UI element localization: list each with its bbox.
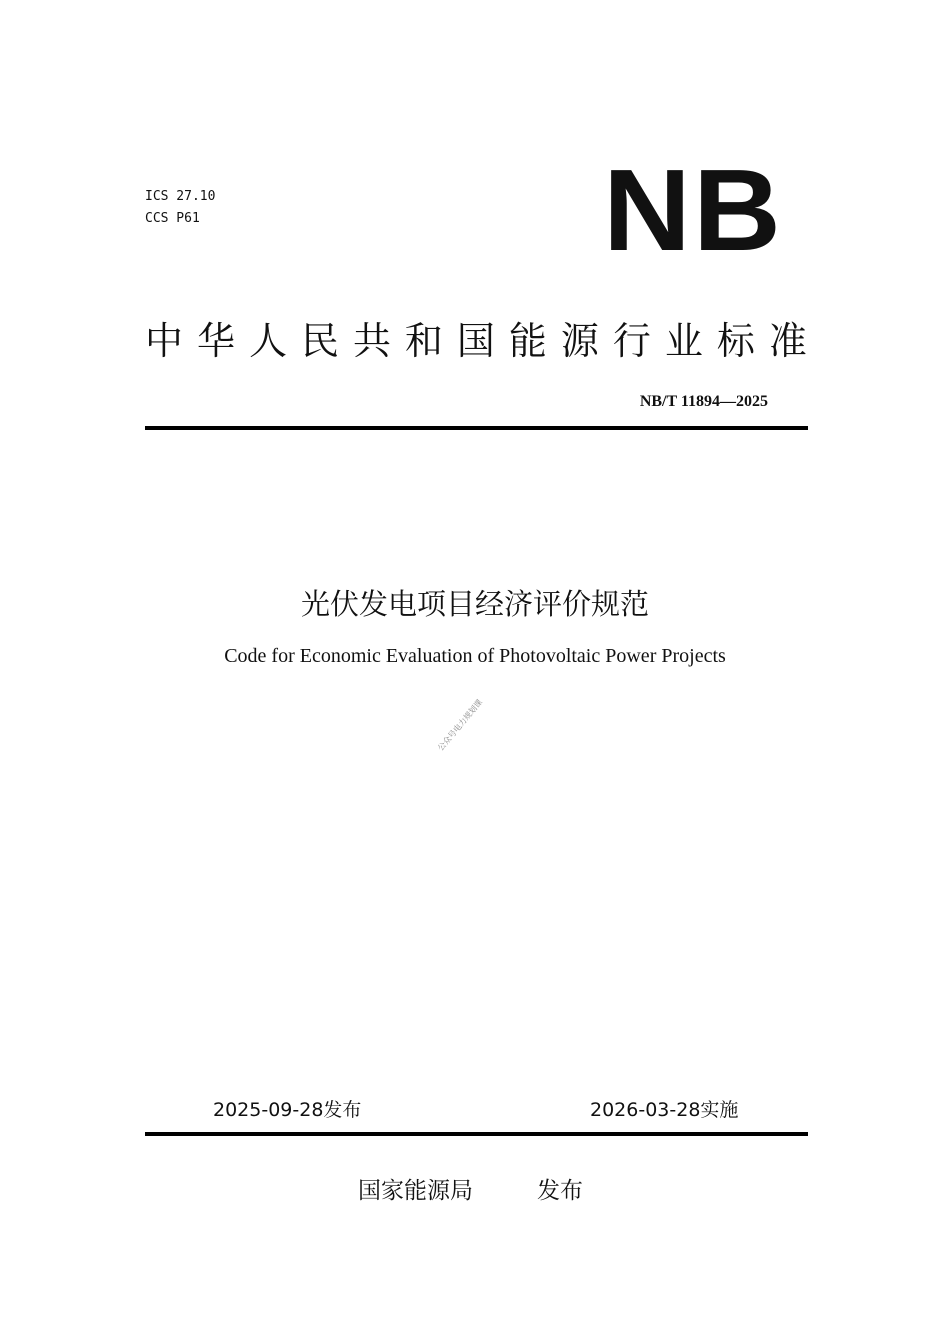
title-char: 民 (300, 319, 339, 363)
issue-date: 2025-09-28发布 (213, 1099, 362, 1121)
title-char: 共 (352, 319, 391, 363)
title-char: 中 (145, 319, 184, 363)
publisher-action: 发布 (537, 1178, 583, 1204)
nb-logo: NB (603, 145, 784, 275)
title-char: 能 (508, 319, 547, 363)
title-char: 和 (404, 319, 443, 363)
title-char: 华 (196, 319, 235, 363)
title-char: 人 (248, 319, 287, 363)
implementation-date: 2026-03-28实施 (590, 1099, 739, 1121)
english-title: Code for Economic Evaluation of Photovoltaic Power Projects (224, 645, 726, 667)
title-char: 行 (612, 319, 651, 363)
standard-category-title (145, 310, 807, 365)
title-char: 源 (560, 319, 599, 363)
chinese-title: 光伏发电项目经济评价规范 (300, 587, 649, 621)
watermark: 公众号电力规划课 (436, 697, 485, 753)
standard-number: NB/T 11894—2025 (639, 393, 768, 410)
bottom-divider (145, 1132, 808, 1136)
publisher-name: 国家能源局 (358, 1178, 473, 1204)
ics-code: ICS 27.10 (145, 189, 216, 204)
title-char: 准 (768, 319, 807, 363)
title-char: 业 (664, 319, 703, 363)
title-char: 标 (716, 319, 755, 363)
title-char: 国 (456, 319, 495, 363)
ccs-code: CCS P61 (145, 211, 200, 226)
top-divider (145, 426, 808, 430)
